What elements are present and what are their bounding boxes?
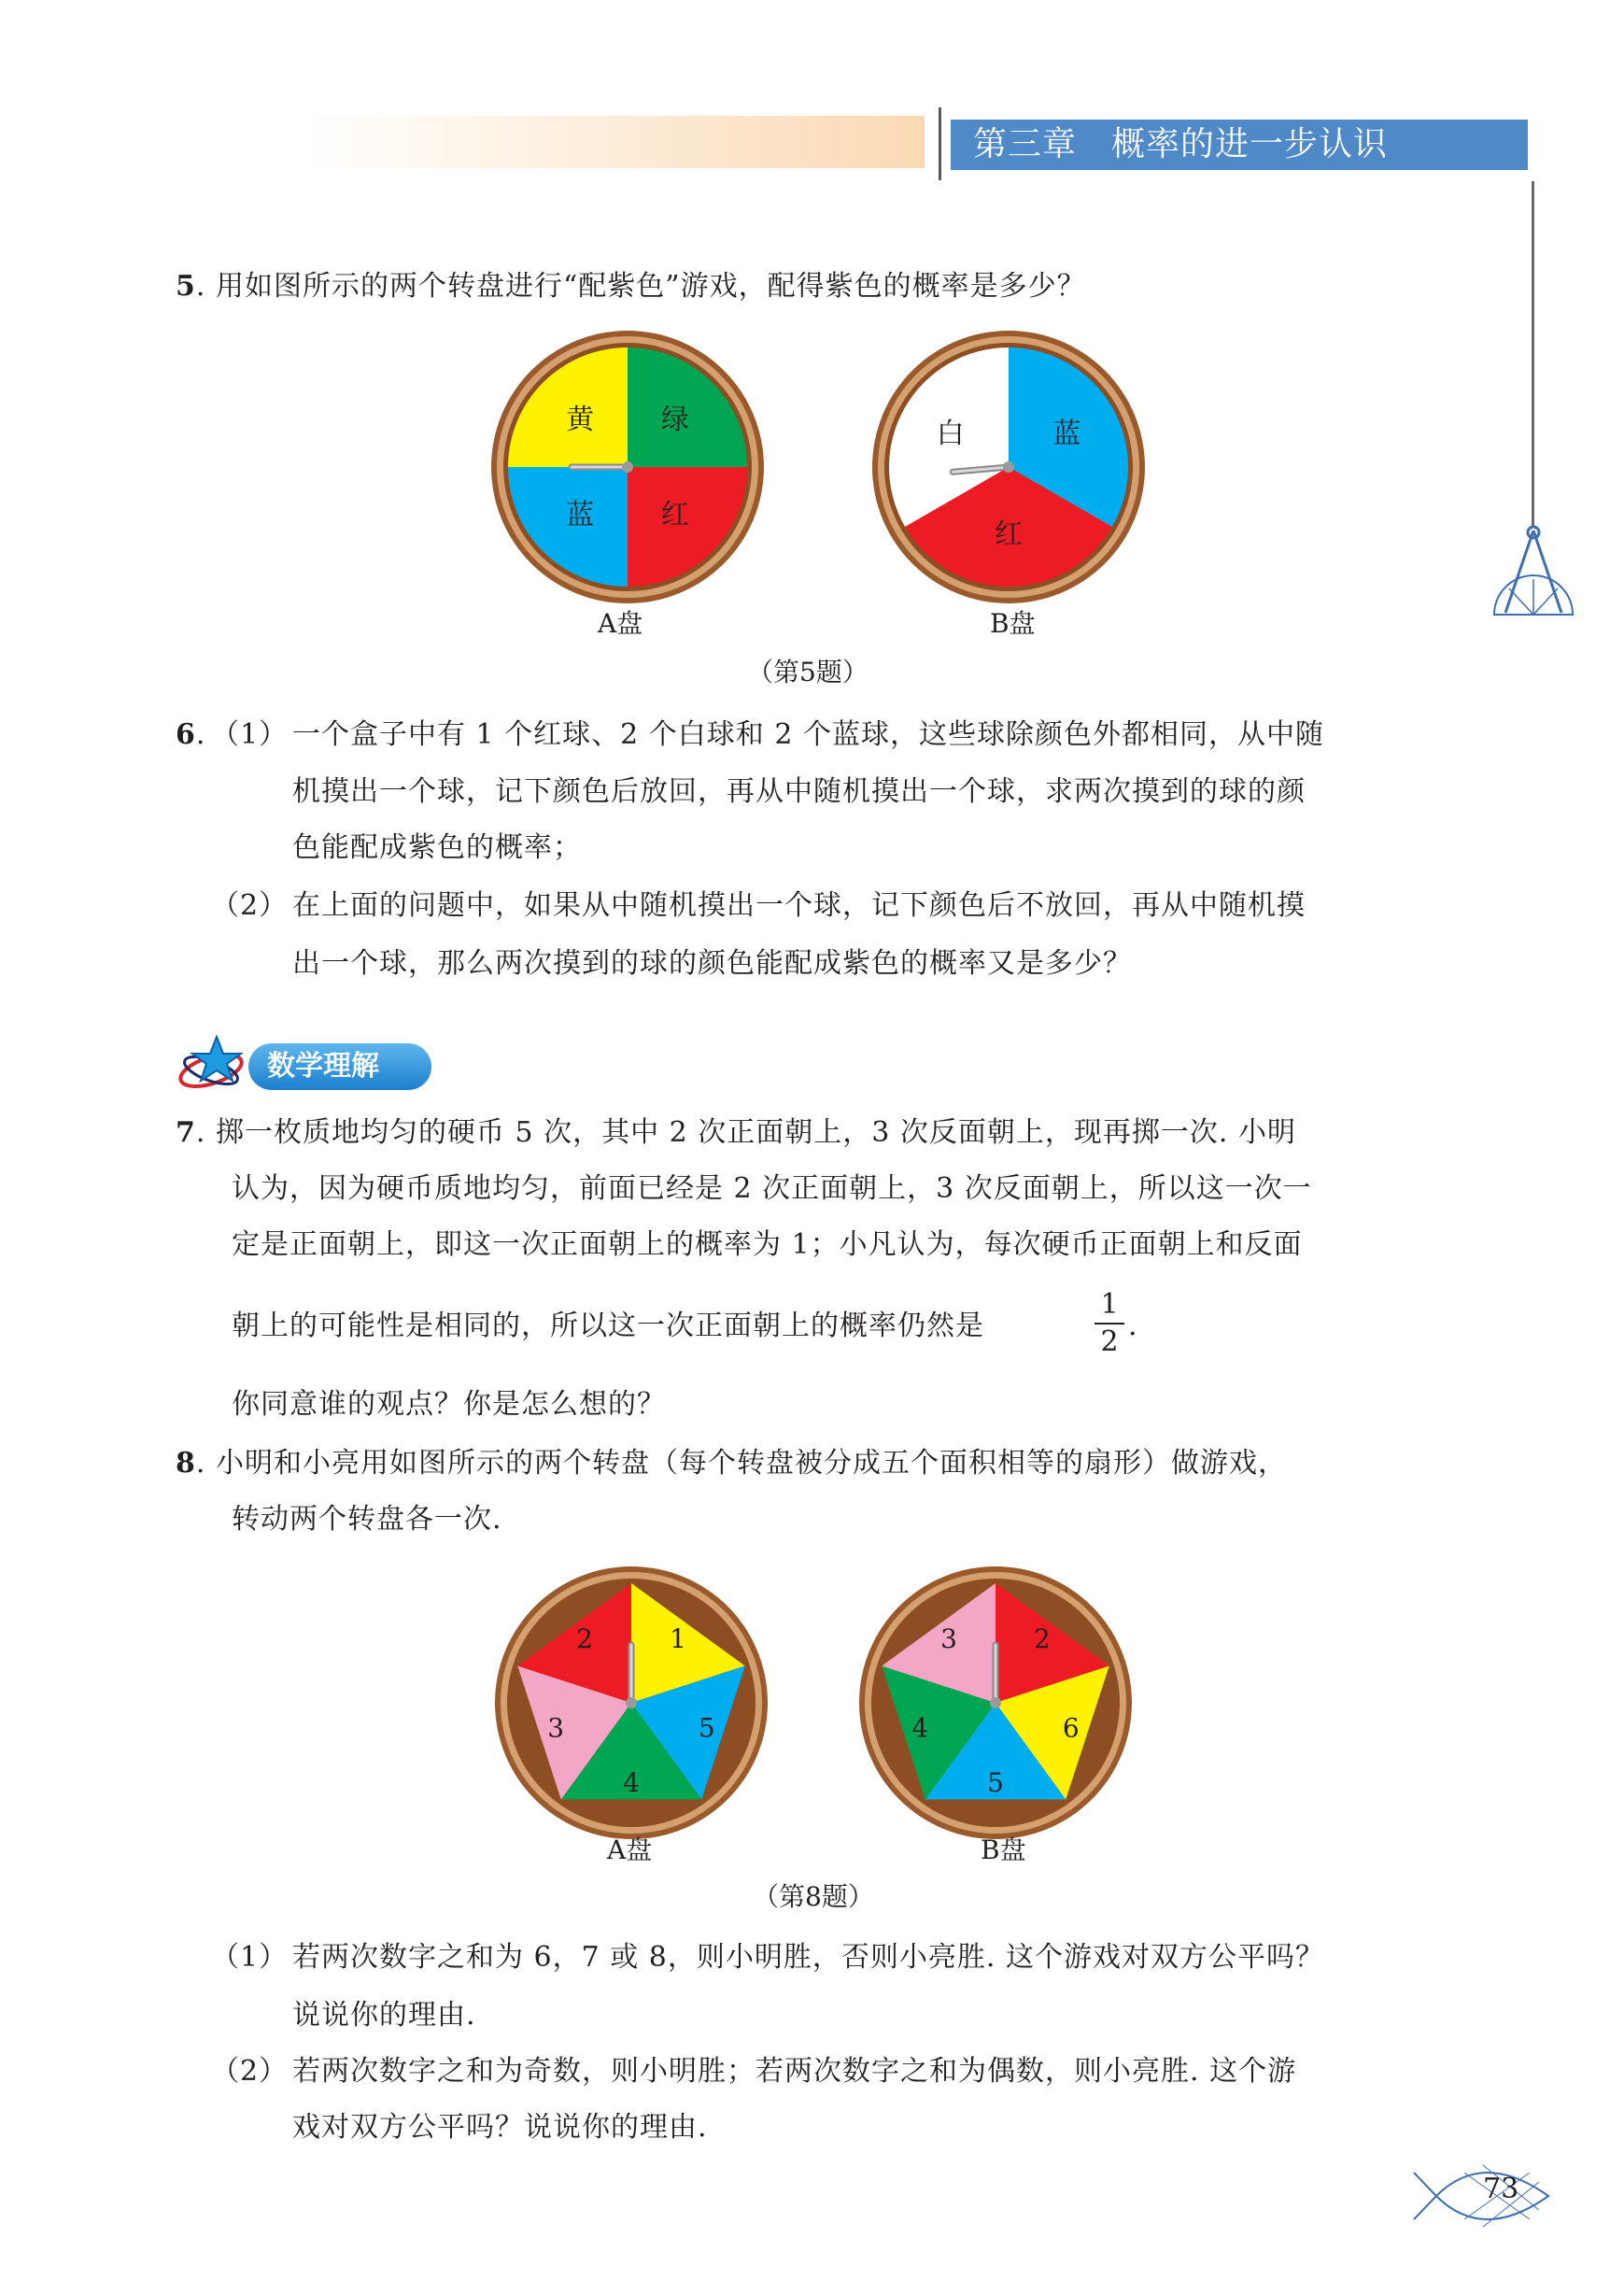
q6-part2-label: （2）: [211, 889, 289, 922]
q8-part2-label: （2）: [211, 2055, 289, 2088]
spinner-sector-label: 蓝: [566, 498, 595, 531]
spinner-q5-a: [487, 327, 768, 607]
q6-part2-line: 在上面的问题中，如果从中随机摸出一个球，记下颜色后不放回，再从中随机摸: [292, 889, 1306, 922]
q5-caption: （第5题）: [747, 657, 868, 687]
page-number: 73: [1483, 2173, 1519, 2205]
header-gradient-bar: [308, 116, 925, 168]
q8-line-1: 8. 小明和小亮用如图所示的两个转盘（每个转盘被分成五个面积相等的扇形）做游戏，: [176, 1447, 1287, 1480]
spinner-q8-b: [855, 1563, 1136, 1843]
spinner-sector-label: 2: [1034, 1623, 1051, 1655]
spinner-sector-label: 1: [670, 1623, 686, 1655]
star-icon: [174, 1031, 258, 1100]
spinner-pivot: [622, 461, 633, 473]
q5-spinner-b-label: B盘: [990, 608, 1036, 639]
q6-part1-label: （1）: [211, 718, 289, 751]
spinner-sector-label: 6: [1062, 1712, 1080, 1744]
q6-part2-line: 出一个球，那么两次摸到的球的颜色能配成紫色的概率又是多少？: [292, 947, 1132, 980]
fraction-one-half: [1091, 1289, 1128, 1358]
q7-line-3: 定是正面朝上，即这一次正面朝上的概率为 1；小凡认为，每次硬币正面朝上和反面: [232, 1228, 1303, 1261]
spinner-sector-label: 红: [995, 518, 1023, 551]
spinner-sector-label: 5: [698, 1712, 715, 1744]
spinner-sector-label: 白: [936, 418, 965, 450]
q6-part1-line: 机摸出一个球，记下颜色后放回，再从中随机摸出一个球，求两次摸到的球的颜: [292, 775, 1306, 808]
q8-line-2: 转动两个转盘各一次.: [232, 1503, 502, 1536]
spinner-sector-label: 4: [911, 1712, 929, 1744]
spinner-pivot: [1003, 461, 1014, 473]
spinner-pivot: [990, 1697, 1001, 1708]
spinner-sector-label: 5: [987, 1767, 1004, 1798]
q8-spinner-b-label: B盘: [981, 1835, 1026, 1865]
q6-part1-line: 色能配成紫色的概率；: [292, 831, 582, 864]
q8-part1-label: （1）: [211, 1941, 289, 1974]
q8-part2-line: 戏对双方公平吗？说说你的理由.: [292, 2111, 708, 2144]
spinner-sector-label: 3: [940, 1623, 957, 1655]
header-divider: [939, 107, 941, 180]
spinner-sector-label: 绿: [660, 404, 689, 437]
q7-line-2: 认为，因为硬币质地均匀，前面已经是 2 次正面朝上，3 次反面朝上，所以这一次一: [232, 1172, 1312, 1205]
spinner-sector-label: 黄: [566, 404, 595, 437]
q5-text: 5. 用如图所示的两个转盘进行“配紫色”游戏，配得紫色的概率是多少？: [176, 270, 1086, 303]
fraction-bar: [1094, 1323, 1124, 1325]
fraction-numerator: 1: [1100, 1288, 1119, 1321]
q7-period: .: [1128, 1310, 1138, 1342]
spinner-sector-label: 3: [547, 1712, 565, 1744]
fraction-denominator: 2: [1100, 1325, 1119, 1358]
chapter-title: 第三章 概率的进一步认识: [951, 120, 1528, 170]
q7-line-5: 你同意谁的观点？你是怎么想的？: [232, 1388, 666, 1421]
spinner-pivot: [626, 1697, 637, 1708]
spinner-q8-a: [491, 1563, 771, 1843]
q8-part1-line: 若两次数字之和为 6，7 或 8，则小明胜，否则小亮胜. 这个游戏对双方公平吗？: [292, 1941, 1324, 1974]
q8-spinner-a-label: A盘: [607, 1835, 653, 1865]
q8-part1-line: 说说你的理由.: [292, 1999, 476, 2032]
q7-line-4: 朝上的可能性是相同的，所以这一次正面朝上的概率仍然是: [232, 1310, 984, 1342]
compass-icon: [1487, 521, 1580, 622]
side-margin-line: [1532, 181, 1534, 527]
q5-spinner-a-label: A盘: [598, 608, 643, 639]
q8-part2-line: 若两次数字之和为奇数，则小明胜；若两次数字之和为偶数，则小亮胜. 这个游: [292, 2055, 1297, 2088]
spinner-sector-label: 2: [576, 1623, 593, 1655]
section-badge: 数学理解: [248, 1043, 431, 1090]
spinner-q5-b: [868, 327, 1149, 607]
spinner-sector-label: 红: [660, 498, 689, 531]
q6-part1-line: 一个盒子中有 1 个红球、2 个白球和 2 个蓝球，这些球除颜色外都相同，从中随: [292, 718, 1324, 751]
spinner-sector-label: 4: [623, 1767, 640, 1798]
q7-line-1: 7. 掷一枚质地均匀的硬币 5 次，其中 2 次正面朝上，3 次反面朝上，现再掷一次. 小明: [176, 1116, 1296, 1149]
q8-caption: （第8题）: [753, 1881, 874, 1912]
q6-number: 6.: [176, 718, 206, 751]
spinner-sector-label: 蓝: [1052, 418, 1081, 450]
